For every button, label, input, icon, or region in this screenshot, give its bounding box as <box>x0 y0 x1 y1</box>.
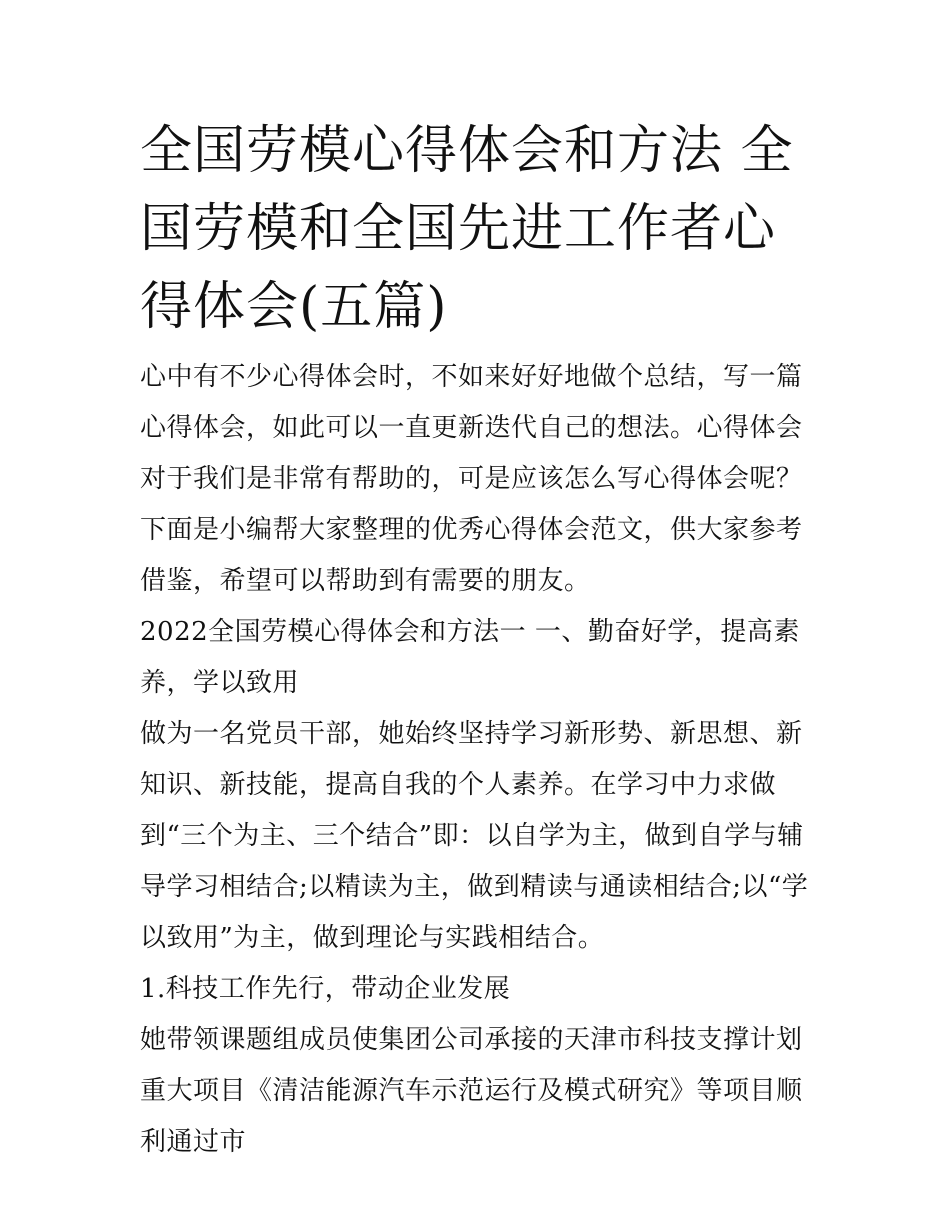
document-page <box>140 112 820 1168</box>
body-paragraph: 做为一名党员干部，她始终坚持学习新形势、新思想、新知识、新技能，提高自我的个人素养。在学习中力求做到“三个为主、三个结合”即：以自学为主，做到自学与辅导学习相结合;以精读为主，做到精读与通读相结合;以“学以致用”为主，做到理论与实践相结合。 <box>140 719 809 953</box>
body-paragraph: 她带领课题组成员使集团公司承接的天津市科技支撑计划重大项目《清洁能源汽车示范运行及模式研究》等项目顺利通过市 <box>140 1025 803 1157</box>
subsection-heading: 1.科技工作先行，带动企业发展 <box>140 974 511 1004</box>
document-title: 全国劳模心得体会和方法 全国劳模和全国先进工作者心得体会(五篇) <box>140 121 794 337</box>
intro-paragraph: 心中有不少心得体会时，不如来好好地做个总结，写一篇心得体会，如此可以一直更新迭代自己的想法。心得体会对于我们是非常有帮助的，可是应该怎么写心得体会呢？下面是小编帮大家整理的优秀心得体会范文，供大家参考借鉴，希望可以帮助到有需要的朋友。 <box>140 362 803 596</box>
section-heading-1: 2022全国劳模心得体会和方法一 一、勤奋好学，提高素养，学以致用 <box>140 617 800 698</box>
